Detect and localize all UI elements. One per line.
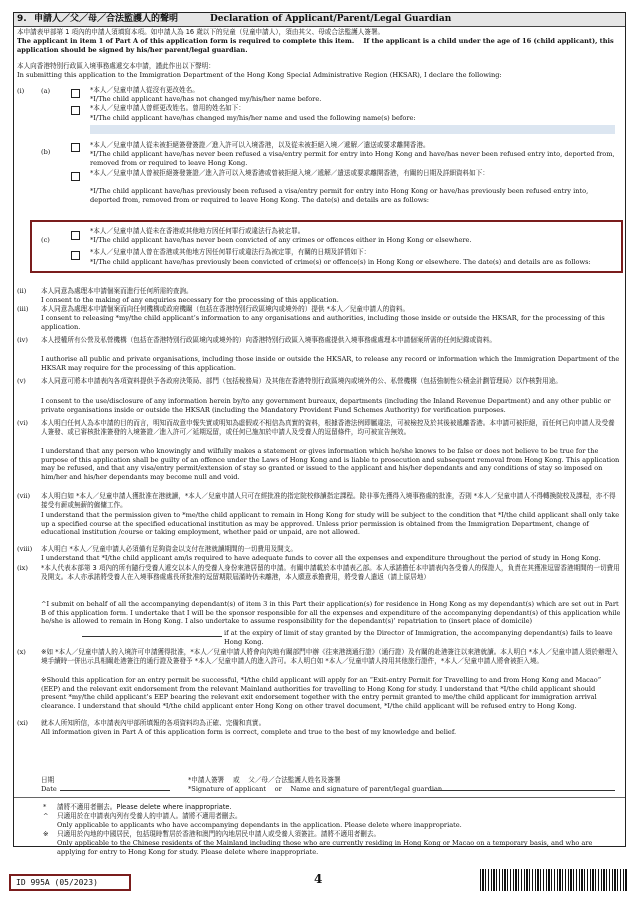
note-1-text: 請將不適用者刪去。Please delete where inappropriate. bbox=[57, 803, 232, 811]
item-vii-en: I understand that the permission given to *me/the child applicant to remain in Hong Kong for study will be subject to the condition that *I/the child applicant shall only take up a specified course at the specified educational institution as may be approved. Unless prior permission is obtained from the Immigration Department, change of educational institution /course or taking employment, whether paid or unpaid, are not allowed. bbox=[41, 511, 620, 537]
form-id: ID 995A (05/2023) bbox=[9, 874, 131, 891]
item-ix-cn: *本人代表本部第 3 項內的所有隨行受養人遞交以本人的受養人身份來港居留的申請。有關申請載於本申請表乙部。本人承諾擔任本申請表內各受養人的保證人，負責在其獲准逗留香港期間的一切費用及開支。本人亦承諾將受養人在入境事務處處長所批准的逗留期限屆滿時仍未離港，本人願意承擔費用，將受養人遣返（請上原居地） bbox=[41, 564, 620, 581]
item-iv-en: I authorise all public and private organisations, including those inside or outside the HKSAR, to release any record or information which the Immigration Department of the HKSAR may require for the processing of this application. bbox=[41, 355, 620, 372]
note-2-cn: 只適用於在申請表內列有受養人的申請人。請將不適用者刪去。 bbox=[57, 812, 242, 820]
section-title-en: Declaration of Applicant/Parent/Legal Guardian bbox=[210, 14, 452, 24]
a2-en: *I/The child applicant have/has changed my/his/her name and used the following name(s) before: bbox=[90, 114, 416, 122]
item-iv-cn: 本人授權所有公營及私營機構（包括在香港特別行政區境內或境外的）向香港特別行政區入境事務處提供入境事務處處理本申請個案所需的任何紀錄或資料。 bbox=[41, 336, 496, 344]
item-vii-cn: 本人明白如 *本人／兒童申請人獲批准在港就讀，*本人／兒童申請人只可在經批准的指定院校修讀指定課程。除非事先獲得入境事務處的批准，否則 *本人／兒童申請人不得轉換院校及課程，亦不得接受有薪或無薪的僱傭工作。 bbox=[41, 492, 616, 509]
declaration-en: In submitting this application to the Immigration Department of the Hong Kong Special Administrative Region (HKSAR), I declare the following: bbox=[17, 71, 502, 79]
item-ix-en-1: ^I submit on behalf of all the accompanying dependant(s) of item 3 in this Part their application(s) for residence in Hong Kong as my dependant(s) which are set out in Part B of this application form. I undertake that I will be the sponsor responsible for all the expenses and expenditure of the accompanying dependant(s) of this application while he/she is allowed to remain in Hong Kong. I also undertake to assume responsibility for the dependant(s)’ repatriation to (insert place of domicile) bbox=[41, 600, 621, 626]
declaration-cn: 本人向香港特別行政區入境事務處遞交本申請，謹此作出以下聲明： bbox=[17, 62, 215, 70]
item-x-cn: ※如 *本人／兒童申請人的入境許可申請獲得批准，*本人／兒童申請人將會向內地有關部門申辦《往來港澳通行證》（通行證）及有關的赴港簽注以來港就讀。本人明白 *本人／兒童申請人須於辦理入境手續時一併出示具相關赴港簽注的通行證及簽發予 *本人／兒童申請人的進入許可。本人明白如 *本人／兒童申請人持用其他旅行證件，*本人／兒童申請人將會被拒入境。 bbox=[41, 648, 618, 665]
b2-en: *I/The child applicant have/has previously been refused a visa/entry permit for entry into Hong Kong or have/has previously been refused entry into, deported from, removed from or required to leave Hong Kong. The date(s) and details are as follows: bbox=[90, 187, 589, 204]
signature-label-cn: *申請人簽署 或 父／母／合法監護人姓名及簽署 bbox=[188, 776, 341, 784]
item-i-b-label: (b) bbox=[41, 148, 51, 156]
item-ii-en: I consent to the making of any enquiries necessary for the processing of this application. bbox=[41, 296, 339, 304]
intro-en-2: If the applicant is a child under the age of 16 (child applicant), this application should be signed by his/her parent/legal guardian. bbox=[17, 37, 614, 54]
barcode-image bbox=[480, 869, 628, 891]
item-i-a-label: (a) bbox=[41, 87, 51, 95]
notes-divider bbox=[14, 797, 625, 798]
note-2-mark: ^ bbox=[43, 812, 49, 820]
section-number: 9. bbox=[17, 14, 27, 24]
note-3-cn: 只適用於內地的中國居民，包括現時暫居於香港和澳門的內地居民申請人或受養人須簽註。請將不適用者刪去。 bbox=[57, 830, 381, 838]
item-x-number: (x) bbox=[17, 648, 26, 656]
item-xi-en: All information given in Part A of this application form is correct, complete and true to the best of my knowledge and belief. bbox=[41, 728, 457, 736]
item-i-c-label: (c) bbox=[41, 236, 50, 244]
item-viii-en: I understand that *I/the child applicant am/is required to have adequate funds to cover all the expenses and expenditure throughout the period of study in Hong Kong. bbox=[41, 554, 601, 562]
checkbox-previously-refused[interactable] bbox=[71, 172, 80, 181]
signature-field[interactable] bbox=[430, 790, 615, 791]
note-2-en: Only applicable to applicants who have accompanying dependants in the application. Please delete where inappropriate. bbox=[57, 821, 462, 829]
checkbox-previously-convicted[interactable] bbox=[71, 251, 80, 260]
item-x-en: ※Should this application for an entry permit be successful, *I/the child applicant will apply for an “Exit-entry Permit for Travelling to and from Hong Kong and Macao” (EEP) and the relevant exit endorsement from the relevant Mainland authorities for travelling to Hong Kong for study. I understand that *I/the child applicant should present *my/the child applicant’s EEP bearing the relevant exit endorsement together with the entry permit granted to me/the child applicant for immigration arrival clearance. I understand that should *I/the child applicant enter Hong Kong on other travel document, *I/the child applicant will be refused entry to Hong Kong. bbox=[41, 676, 602, 710]
note-3-mark: ※ bbox=[43, 830, 49, 838]
c2-en: *I/The child applicant have/has previously been convicted of crime(s) or offence(s) in Hong Kong or elsewhere. The date(s) and details are as follows: bbox=[90, 258, 591, 266]
item-iii-cn: 本人同意為處理本申請個案而向任何機構或政府機關（包括在香港特別行政區境內或境外的）提供 *本人／兒童申請人的資料。 bbox=[41, 305, 410, 313]
intro-en bbox=[17, 37, 622, 54]
checkbox-never-convicted[interactable] bbox=[71, 231, 80, 240]
item-ix-en-2: if at the expiry of limit of stay granted by the Director of Immigration, the accompanying dependant(s) fails to leave Hong Kong. bbox=[224, 629, 613, 646]
checkbox-never-refused[interactable] bbox=[71, 143, 80, 152]
note-1-mark: * bbox=[43, 803, 47, 811]
intro-cn: 本申請表甲部第 1 項內的申請人須填寫本項。如申請人為 16 歲以下的兒童（兒童申請人），須由其父、母或合法監護人簽署。 bbox=[17, 28, 385, 36]
item-ix-number: (ix) bbox=[17, 564, 28, 572]
b1-en: *I/The child applicant have/has never been refused a visa/entry permit for entry into Hong Kong and have/has never been refused entry into, deported from, removed from or required to leave Hong Kong. bbox=[90, 150, 615, 167]
item-xi-cn: 就本人所知所信，本申請表內甲部所填報的各項資料均為正確、完備和真實。 bbox=[41, 719, 266, 727]
checkbox-name-not-changed[interactable] bbox=[71, 89, 80, 98]
item-viii-number: (viii) bbox=[17, 545, 33, 553]
item-xi-number: (xi) bbox=[17, 719, 28, 727]
intro-en-1: The applicant in item 1 of Part A of this application form is required to complete this item. bbox=[17, 37, 355, 45]
checkbox-name-changed[interactable] bbox=[71, 106, 80, 115]
item-vi-number: (vi) bbox=[17, 419, 28, 427]
c1-en: *I/The child applicant have/has never been convicted of any crimes or offences either in Hong Kong or elsewhere. bbox=[90, 236, 472, 244]
previous-names-field[interactable] bbox=[90, 125, 615, 134]
page-number: 4 bbox=[314, 872, 323, 886]
item-vii-number: (vii) bbox=[17, 492, 31, 500]
item-ii-cn: 本人同意為處理本申請個案而進行任何所需的查詢。 bbox=[41, 287, 193, 295]
b1-cn: *本人／兒童申請人從未被拒絕簽發簽證／進入許可以入境香港，以及從未被拒絕入境／遞解／遣送或要求離開香港。 bbox=[90, 141, 430, 149]
domicile-field[interactable] bbox=[82, 636, 222, 637]
c1-cn: *本人／兒童申請人從未在香港或其他地方因任何罪行或違法行為被定罪。 bbox=[90, 227, 305, 235]
b2-cn: *本人／兒童申請人曾被拒絕簽發簽證／進入許可以入境香港或曾被拒絕入境／遞解／遣送或要求離開香港，有關的日期及詳細資料如下： bbox=[90, 169, 489, 177]
item-i-number: (i) bbox=[17, 87, 25, 95]
item-vi-en: I understand that any person who knowingly and wilfully makes a statement or gives information which he/she knows to be false or does not believe to be true for the purpose of this application shall be guilty of an offence under the Laws of Hong Kong and is liable to prosecution and subsequent removal from Hong Kong. This application may be refused, and that any visa/entry permit/extension of stay so granted or issued to the applicant and his/her dependants and any conditions of stay so imposed on him/her and his/her dependants may become null and void. bbox=[41, 447, 620, 481]
item-viii-cn: 本人明白 *本人／兒童申請人必須備有足夠資金以支付在港就讀期間的一切費用及開支。 bbox=[41, 545, 297, 553]
item-ii-number: (ii) bbox=[17, 287, 27, 295]
c2-cn: *本人／兒童申請人曾在香港或其他地方因任何罪行或違法行為被定罪，有關的日期及詳情如下： bbox=[90, 248, 371, 256]
item-v-cn: 本人同意可將本申請表內各項資料提供予各政府決策局、部門（包括稅務局）及其他在香港特別行政區境內或境外的公、私營機構（包括強制性公積金計劃管理局）以作核對用途。 bbox=[41, 377, 562, 385]
item-vi-cn: 本人明白任何人為本申請的目的而言，明知而故意申報失實或明知為虛假或不相信為真實的資料，根據香港法例即屬違法，可被檢控及於其後被遞離香港。本申請可被拒絕，而任何已向申請人及受養人簽發、或已審核批准簽發的入境簽證／進入許可／延期逗留，或任何已施加於申請人及受養人的逗留條件，均可被宣告無效。 bbox=[41, 419, 615, 436]
date-label-cn: 日期 bbox=[41, 776, 55, 784]
note-3-en: Only applicable to the Chinese residents of the Mainland including those who are currently residing in Hong Kong or Macao on a temporary basis, and who are applying for entry to Hong Kong for study. Please delete where inappropriate. bbox=[57, 839, 593, 856]
a1-en: *I/The child applicant have/has not changed my/his/her name before. bbox=[90, 95, 322, 103]
date-field[interactable] bbox=[60, 790, 170, 791]
item-v-en: I consent to the use/disclosure of any information herein by/to any government bureaux, departments (including the Inland Revenue Department) and any other public or private organisations inside or outside the HKSAR (including the Mandatory Provident Fund Schemes Authority) for verification purposes. bbox=[41, 397, 611, 414]
a1-cn: *本人／兒童申請人從沒有更改姓名。 bbox=[90, 86, 199, 94]
signature-label-en: *Signature of applicant or Name and signature of parent/legal guardian bbox=[188, 785, 443, 793]
item-v-number: (v) bbox=[17, 377, 26, 385]
a2-cn: *本人／兒童申請人曾經更改姓名。曾用的姓名如下： bbox=[90, 104, 245, 112]
item-iv-number: (iv) bbox=[17, 336, 28, 344]
section-title-cn: 申請人／父／母／合法監護人的聲明 bbox=[34, 14, 179, 24]
date-label-en: Date bbox=[41, 785, 57, 793]
item-iii-number: (iii) bbox=[17, 305, 29, 313]
item-iii-en: I consent to releasing *my/the child applicant’s information to any organisations and authorities, including those inside or outside the HKSAR, for the processing of this application. bbox=[41, 314, 605, 331]
